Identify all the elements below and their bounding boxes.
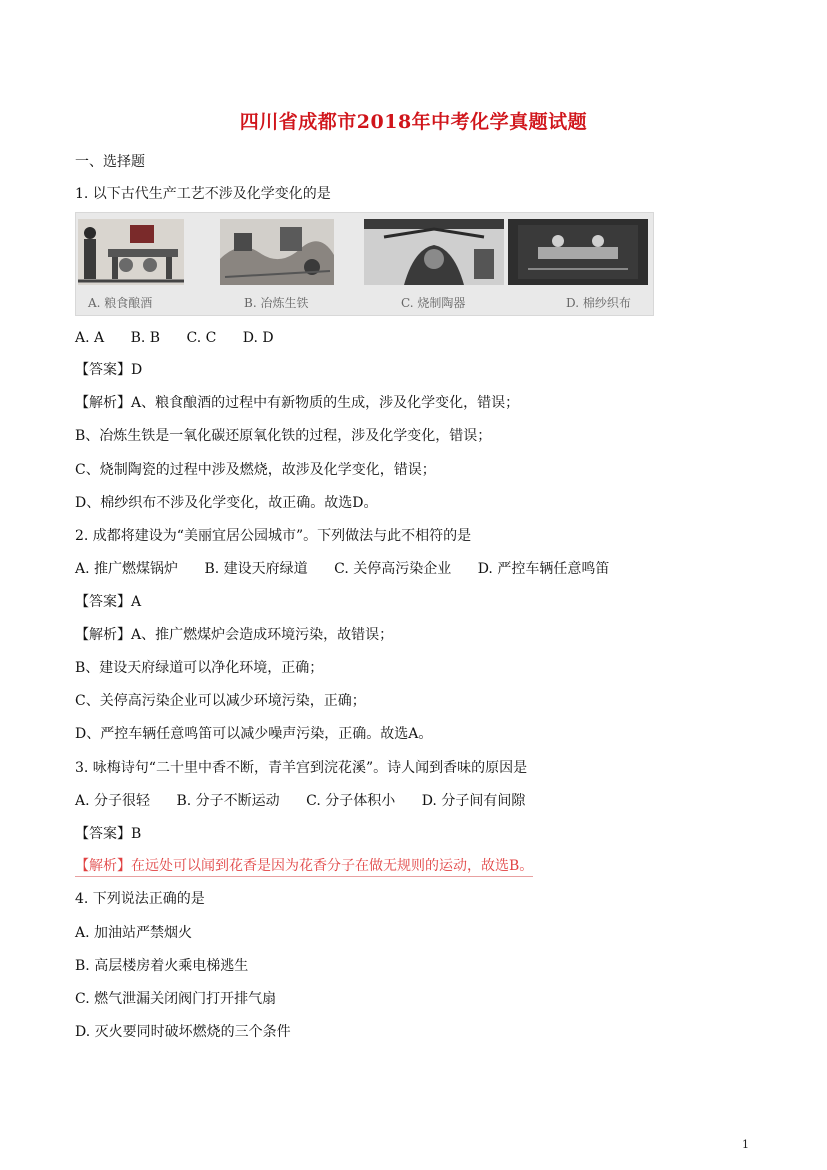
q1-stem: 1. 以下古代生产工艺不涉及化学变化的是 xyxy=(75,186,331,202)
q4-option-a[interactable]: A. 加油站严禁烟火 xyxy=(75,925,193,941)
q3-option-d[interactable]: D. 分子间有间隙 xyxy=(421,793,526,809)
q1-figure-d-label: D. 棉纱织布 xyxy=(566,296,631,310)
q1-analysis-line-3: C、烧制陶瓷的过程中涉及燃烧，故涉及化学变化，错误； xyxy=(75,462,436,478)
q2-option-a[interactable]: A. 推广燃煤锅炉 xyxy=(75,561,179,577)
q3-analysis-text: 【解析】在远处可以闻到花香是因为花香分子在做无规则的运动，故选B。 xyxy=(75,858,533,877)
q1-options xyxy=(75,329,274,347)
q2-answer: 【答案】A xyxy=(75,594,142,610)
q2-stem: 2. 成都将建设为“美丽宜居公园城市”。下列做法与此不相符的是 xyxy=(75,528,472,544)
q2-analysis-line-2: B、建设天府绿道可以净化环境，正确； xyxy=(75,660,324,676)
section-heading: 一、选择题 xyxy=(75,154,145,170)
q3-analysis xyxy=(75,857,533,875)
q3-options xyxy=(75,792,525,810)
q4-option-b[interactable]: B. 高层楼房着火乘电梯逃生 xyxy=(75,958,249,974)
q4-option-c[interactable]: C. 燃气泄漏关闭阀门打开排气扇 xyxy=(75,991,277,1007)
q3-option-b[interactable]: B. 分子不断运动 xyxy=(176,793,280,809)
q1-option-c[interactable]: C. C xyxy=(186,330,217,346)
q1-figure-b-label: B. 冶炼生铁 xyxy=(244,296,309,310)
q2-options xyxy=(75,560,609,578)
q1-answer: 【答案】D xyxy=(75,362,143,378)
q3-option-c[interactable]: C. 分子体积小 xyxy=(306,793,396,809)
q1-analysis-line-4: D、棉纱织布不涉及化学变化，故正确。故选D。 xyxy=(75,495,378,511)
q1-analysis-line-1: 【解析】A、粮食酿酒的过程中有新物质的生成，涉及化学变化，错误； xyxy=(75,395,520,411)
document-title: 四川省成都市2018年中考化学真题试题 xyxy=(239,111,588,133)
q3-stem: 3. 咏梅诗句“二十里中香不断，青羊宫到浣花溪”。诗人闻到香味的原因是 xyxy=(75,760,528,776)
q4-stem: 4. 下列说法正确的是 xyxy=(75,891,205,907)
page-number: 1 xyxy=(742,1138,749,1151)
q1-figure-c-image xyxy=(364,219,504,285)
q2-analysis-line-1: 【解析】A、推广燃煤炉会造成环境污染，故错误； xyxy=(75,627,394,643)
q4-option-d[interactable]: D. 灭火要同时破坏燃烧的三个条件 xyxy=(75,1024,291,1040)
q1-figure-a-image xyxy=(78,219,184,285)
q1-option-b[interactable]: B. B xyxy=(130,330,161,346)
q3-answer: 【答案】B xyxy=(75,826,142,842)
q2-analysis-line-4: D、严控车辆任意鸣笛可以减少噪声污染，正确。故选A。 xyxy=(75,726,433,742)
q1-figure-strip xyxy=(75,212,654,316)
q2-option-d[interactable]: D. 严控车辆任意鸣笛 xyxy=(477,561,610,577)
q1-figure-d-image xyxy=(508,219,648,285)
q1-analysis-line-2: B、冶炼生铁是一氧化碳还原氧化铁的过程，涉及化学变化，错误； xyxy=(75,428,492,444)
q1-option-a[interactable]: A. A xyxy=(75,330,105,346)
q3-option-a[interactable]: A. 分子很轻 xyxy=(75,793,151,809)
q1-figure-c-label: C. 烧制陶器 xyxy=(401,296,466,310)
q1-option-d[interactable]: D. D xyxy=(242,330,274,346)
q2-option-c[interactable]: C. 关停高污染企业 xyxy=(334,561,452,577)
q2-option-b[interactable]: B. 建设天府绿道 xyxy=(204,561,308,577)
q1-figure-a-label: A. 粮食酿酒 xyxy=(88,296,153,310)
q2-analysis-line-3: C、关停高污染企业可以减少环境污染，正确； xyxy=(75,693,366,709)
q1-figure-b-image xyxy=(220,219,334,285)
